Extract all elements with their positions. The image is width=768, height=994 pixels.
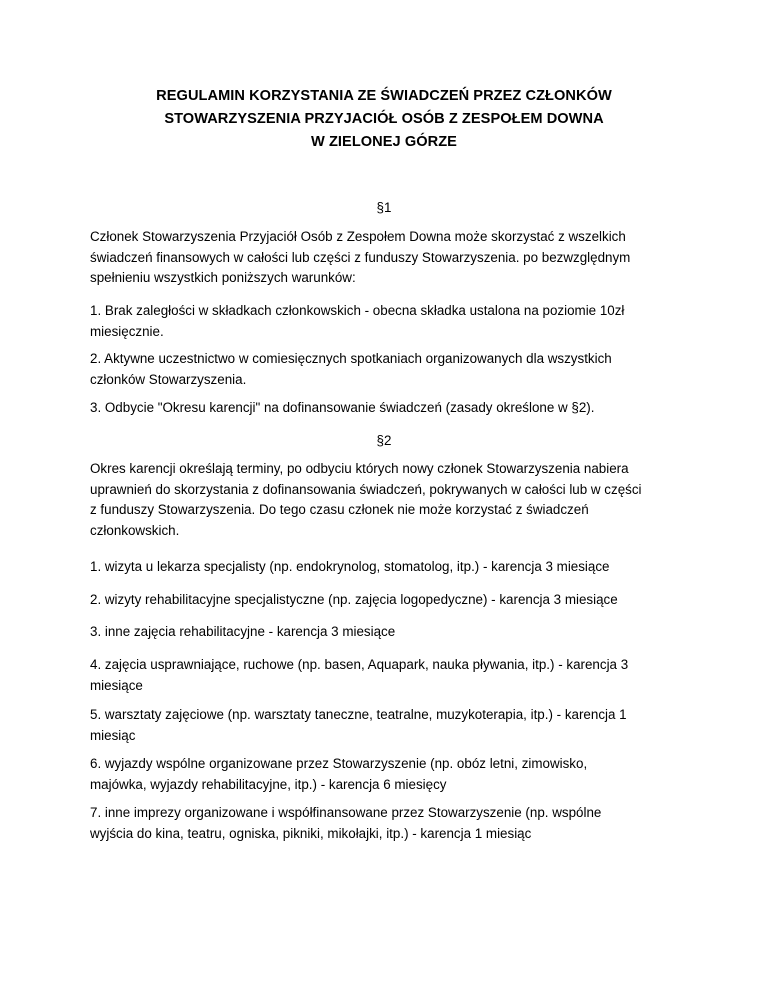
section-2-item-6 <box>90 754 690 795</box>
section-1-heading: §1 <box>376 200 392 215</box>
text-line: 1. Brak zaległości w składkach członkowskich - obecna składka ustalona na poziomie 10zł <box>90 303 625 318</box>
text-line: 7. inne imprezy organizowane i współfinansowane przez Stowarzyszenie (np. wspólne <box>90 805 602 820</box>
text-line: miesiąc <box>90 727 136 743</box>
section-2-item-3 <box>90 622 690 643</box>
text-line: 2. wizyty rehabilitacyjne specjalistyczne (np. zajęcia logopedyczne) - karencja 3 miesiące <box>90 592 618 607</box>
title-line: STOWARZYSZENIA PRZYJACIÓŁ OSÓB Z ZESPOŁEM DOWNA <box>164 111 604 127</box>
text-line: 3. inne zajęcia rehabilitacyjne - karencja 3 miesiące <box>90 624 396 639</box>
section-1-item-2 <box>90 349 690 390</box>
title-line: REGULAMIN KORZYSTANIA ZE ŚWIADCZEŃ PRZEZ CZŁONKÓW <box>156 88 612 104</box>
text-line: 1. wizyta u lekarza specjalisty (np. endokrynolog, stomatolog, itp.) - karencja 3 miesiące <box>90 559 610 574</box>
text-line: 3. Odbycie "Okresu karencji" na dofinansowanie świadczeń (zasady określone w §2). <box>90 400 595 415</box>
text-line: 4. zajęcia usprawniające, ruchowe (np. basen, Aquapark, nauka pływania, itp.) - karencja 3 <box>90 657 629 672</box>
text-line: Okres karencji określają terminy, po odbyciu których nowy członek Stowarzyszenia nabiera <box>90 461 629 476</box>
section-2-heading: §2 <box>376 433 392 448</box>
text-line: członkowskich. <box>90 522 180 538</box>
text-line: Członek Stowarzyszenia Przyjaciół Osób z Zespołem Downa może skorzystać z wszelkich <box>90 229 626 244</box>
text-line: spełnieniu wszystkich poniższych warunków: <box>90 270 356 286</box>
text-line: z funduszy Stowarzyszenia. Do tego czasu członek nie może korzystać z świadczeń <box>90 502 589 518</box>
section-1-item-3 <box>90 398 690 419</box>
document-title <box>90 85 678 154</box>
text-line: 6. wyjazdy wspólne organizowane przez Stowarzyszenie (np. obóz letni, zimowisko, <box>90 756 588 771</box>
section-2-intro <box>90 459 690 541</box>
section-2-item-4 <box>90 655 690 696</box>
text-line: miesiące <box>90 677 143 693</box>
text-line: świadczeń finansowych w całości lub części z funduszy Stowarzyszenia. po bezwzględnym <box>90 249 631 265</box>
text-line: 5. warsztaty zajęciowe (np. warsztaty taneczne, teatralne, muzykoterapia, itp.) - karencja 1 <box>90 707 627 722</box>
title-line: W ZIELONEJ GÓRZE <box>311 134 457 150</box>
section-2-item-5 <box>90 705 690 746</box>
section-1-intro <box>90 227 690 289</box>
text-line: miesięcznie. <box>90 323 164 339</box>
text-line: 2. Aktywne uczestnictwo w comiesięcznych spotkaniach organizowanych dla wszystkich <box>90 351 612 366</box>
section-2-item-2 <box>90 590 690 611</box>
section-2-item-7 <box>90 803 690 844</box>
text-line: członków Stowarzyszenia. <box>90 371 247 387</box>
text-line: wyjścia do kina, teatru, ogniska, pikniki, mikołajki, itp.) - karencja 1 miesiąc <box>90 825 532 841</box>
section-1-item-1 <box>90 301 690 342</box>
text-line: majówka, wyjazdy rehabilitacyjne, itp.) - karencja 6 miesięcy <box>90 776 447 792</box>
text-line: uprawnień do skorzystania z dofinansowania świadczeń, pokrywanych w całości lub w części <box>90 481 642 497</box>
section-2-item-1 <box>90 557 690 578</box>
